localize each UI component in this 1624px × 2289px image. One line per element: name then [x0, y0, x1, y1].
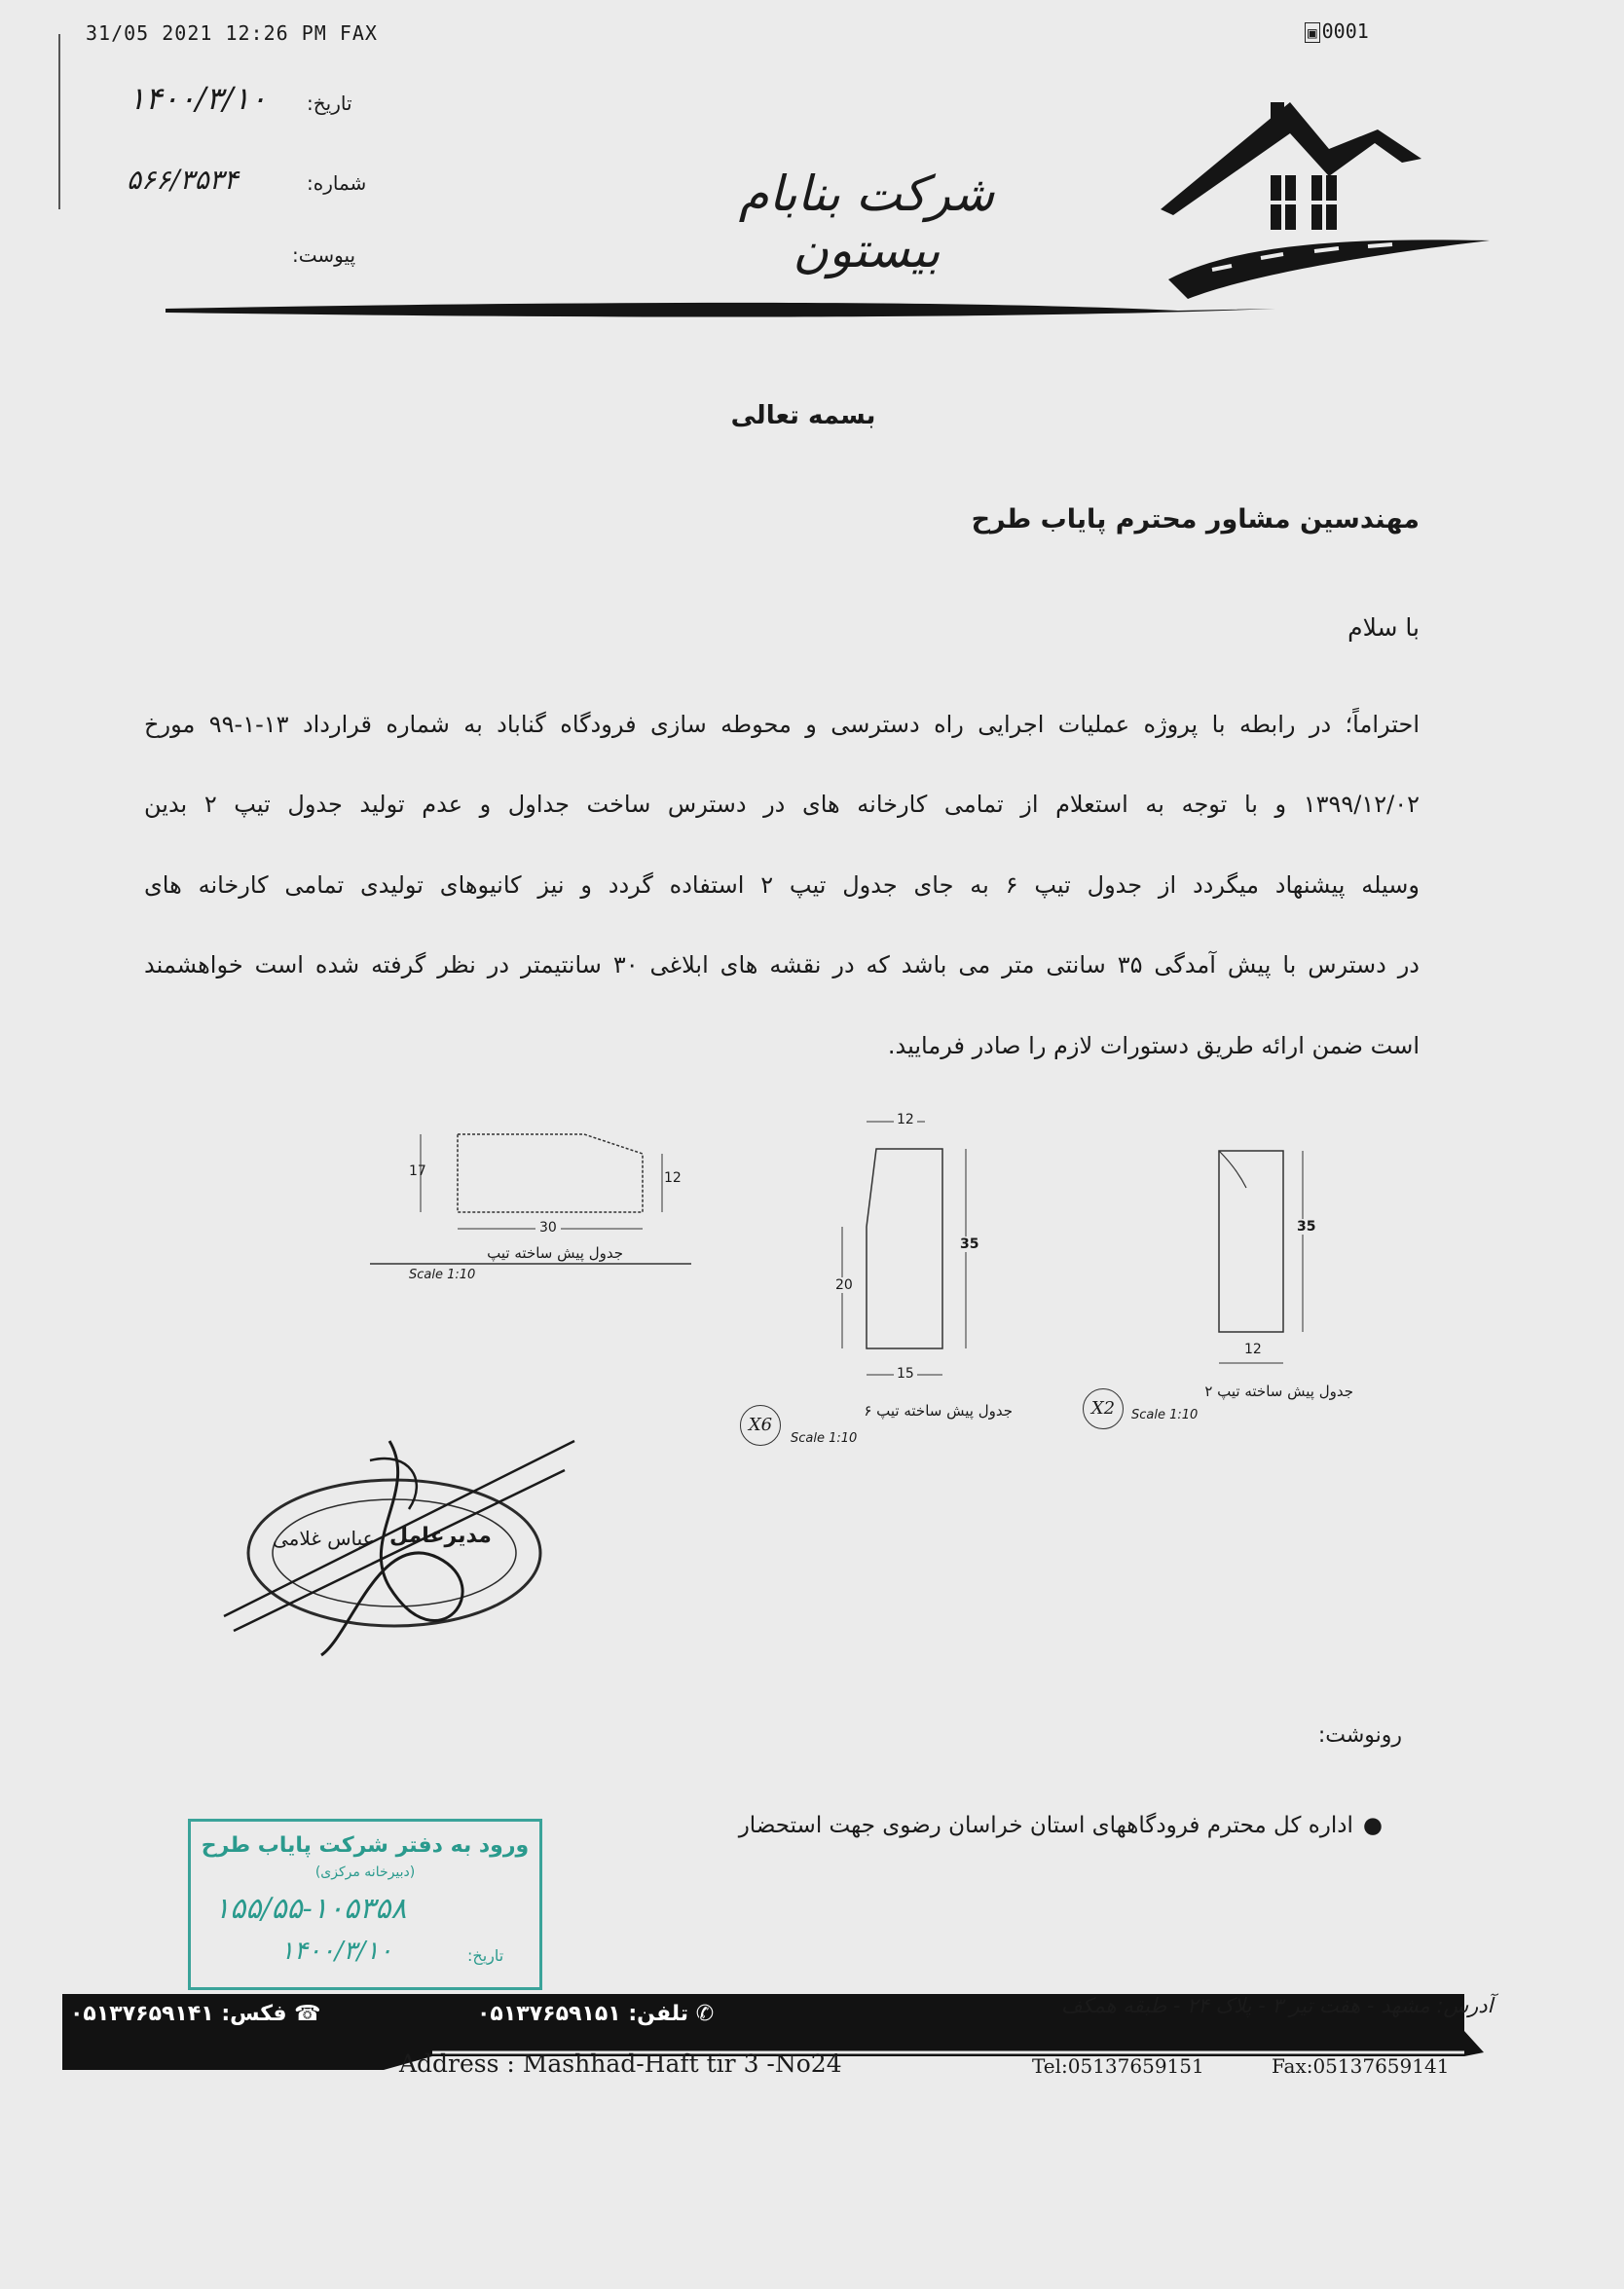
drawing-curb-type2 [1081, 1139, 1383, 1451]
drawing-curb-left [370, 1120, 701, 1295]
house-windows-icon [1271, 175, 1337, 230]
footer-address-en: Address : Mashhad-Haft tir 3 -No24 [399, 2049, 842, 2078]
dim-bottom: 15 [894, 1366, 917, 1382]
drawing-caption-right: جدول پیش ساخته تیپ ۲ [1204, 1383, 1353, 1400]
company-logo-letterhead [156, 92, 1519, 336]
stamp-date: ۱۴۰۰/۳/۱۰ [280, 1937, 393, 1966]
body-line-3: وسیله پیشنهاد میگردد از جدول تیپ ۶ به جای جدول تیپ ۲ استفاده گردد و نیز کانیوهای تولیدی تمامی کارخانه های [144, 871, 1420, 899]
drawing-scale-right: Scale 1:10 [1131, 1408, 1199, 1422]
footer-address-fa: آدرس: مشهد - هفت تیر ۳ - پلاک ۲۴ - طبقه همکف [1061, 1994, 1494, 2017]
number-label: شماره: [307, 171, 367, 195]
drawing-caption-middle: جدول پیش ساخته تیپ ۶ [864, 1402, 1013, 1420]
dim-width: 30 [535, 1220, 561, 1236]
footer-tel-en: Tel:05137659151 [1032, 2054, 1204, 2078]
dim-height: 35 [960, 1237, 979, 1252]
footer-tel-fa [477, 2002, 714, 2026]
cc-label: رونوشت: [1317, 1723, 1402, 1748]
seal-title: مدیرعامل [389, 1524, 492, 1548]
recipient-line: مهندسین مشاور محترم پایاب طرح [971, 504, 1420, 535]
attachment-label: پیوست: [292, 243, 356, 267]
fax-page-icon: ▣ [1305, 22, 1320, 43]
dim-height: 35 [1297, 1219, 1316, 1235]
dim-lower-height: 20 [835, 1277, 853, 1293]
phone-icon: ✆ [688, 2002, 715, 2026]
seal-name: عباس غلامی [273, 1527, 375, 1550]
receipt-stamp [188, 1819, 542, 1990]
dim-left-height: 17 [409, 1163, 426, 1179]
stamp-date-label: تاریخ: [467, 1946, 504, 1965]
bullet-icon: ● [1362, 1813, 1383, 1838]
fax-page-number [1305, 19, 1369, 43]
dim-width: 12 [1244, 1342, 1262, 1357]
date-label: تاریخ: [307, 92, 352, 115]
signature-block [214, 1431, 584, 1684]
cc-item [584, 1813, 1383, 1838]
drawing-curb-type6 [730, 1110, 1022, 1470]
number-value: ۵۶۶/۳۵۳۴ [127, 164, 239, 196]
company-seal-and-signature [214, 1431, 584, 1684]
body-line-4: در دسترس با پیش آمدگی ۳۵ سانتی متر می باشد که در نقشه های ابلاغی ۳۰ سانتیمتر در نظر گرفته شده است خواهشمند [144, 951, 1420, 978]
fax-icon: ☎ [286, 2002, 321, 2026]
stamp-title: ورود به دفتر شرکت پایاب طرح [201, 1833, 530, 1858]
drawing-badge-x2: X2 [1083, 1388, 1124, 1429]
fax-transmission-header: 31/05 2021 12:26 PM FAX [86, 21, 378, 45]
margin-line [58, 34, 60, 209]
drawing-scale-left: Scale 1:10 [409, 1268, 476, 1282]
dim-top: 12 [894, 1112, 917, 1127]
fax-page-number-value: 0001 [1321, 19, 1369, 43]
dim-right-height: 12 [664, 1170, 682, 1186]
body-line-1: احتراماً؛ در رابطه با پروژه عملیات اجرایی راه دسترسی و محوطه سازی فرودگاه گناباد به شماره قرارداد ۱۳-۱-۹۹ مورخ [144, 711, 1420, 738]
chimney-icon [1271, 102, 1284, 129]
footer-tel-fa-text: تلفن: ۰۵۱۳۷۶۵۹۱۵۱ [477, 2002, 689, 2026]
letterhead-underline [166, 303, 1275, 317]
body-line-5: است ضمن ارائه طریق دستورات لازم را صادر فرمایید. [887, 1032, 1420, 1059]
drawing-caption-left: جدول پیش ساخته تیپ [487, 1244, 623, 1262]
greeting-line: با سلام [1347, 613, 1420, 642]
drawing-badge-x6: X6 [740, 1405, 781, 1446]
date-value: ۱۴۰۰/۳/۱۰ [129, 80, 267, 117]
curb-profile-type2 [1081, 1139, 1383, 1451]
cc-item-text: اداره کل محترم فرودگاههای استان خراسان رضوی جهت استحضار [738, 1813, 1353, 1838]
stamp-subtitle: (دبیرخانه مرکزی) [314, 1864, 416, 1880]
drawing-scale-middle: Scale 1:10 [791, 1431, 858, 1446]
body-line-2: ۱۳۹۹/۱۲/۰۲ و با توجه به استعلام از تمامی کارخانه های در دسترس ساخت جداول و عدم تولید جدول تیپ ۲ بدین [144, 791, 1420, 818]
footer-fax-fa [70, 2002, 321, 2026]
company-name: شرکت بنابام بیستون [738, 166, 995, 278]
bismillah-heading: بسمه تعالی [730, 401, 876, 430]
footer-fax-en: Fax:05137659141 [1272, 2054, 1450, 2078]
stamp-number: ۱۵۵/۵۵-۱۰۵۳۵۸ [214, 1892, 407, 1926]
footer-fax-fa-text: فکس: ۰۵۱۳۷۶۵۹۱۴۱ [70, 2002, 287, 2026]
